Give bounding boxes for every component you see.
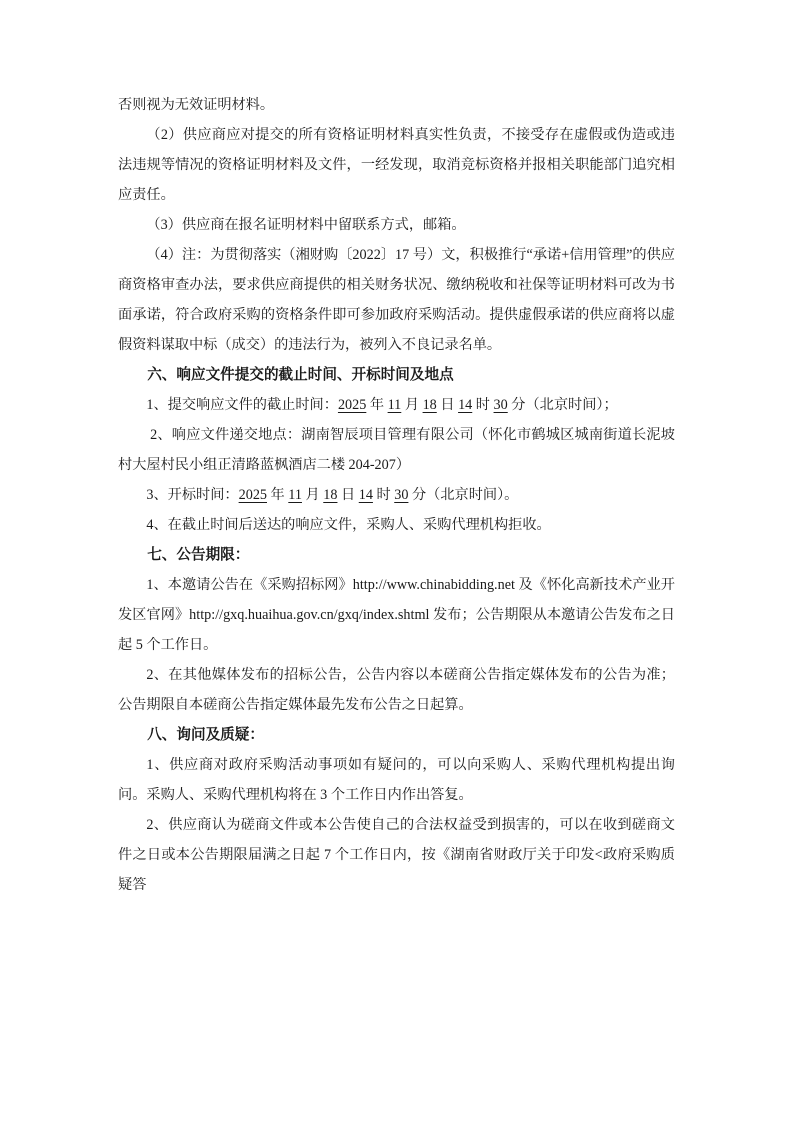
opening-year: 2025	[238, 487, 267, 503]
heading-section-7: 七、公告期限：	[147, 547, 250, 563]
opening-month: 11	[288, 487, 302, 503]
opening-minute: 30	[394, 487, 409, 503]
deadline-day: 18	[422, 397, 437, 413]
month-unit: 月	[301, 487, 324, 503]
para-announcement-media: 1、本邀请公告在《采购招标网》http://www.chinabidding.net 及《怀化高新技术产业开发区官网》http://gxq.huaihua.gov.cn/gxq/index.shtml 发布；公告期限从本邀请公告发布之日起 5 个工作日。	[118, 577, 675, 653]
para-announcement-period: 2、在其他媒体发布的招标公告，公告内容以本磋商公告指定媒体发布的公告为准；公告期限自本磋商公告指定媒体最先发布公告之日起算。	[118, 667, 675, 713]
heading-section-6: 六、响应文件提交的截止时间、开标时间及地点	[147, 367, 454, 383]
deadline-suffix: 分（北京时间）；	[507, 397, 618, 413]
para-inquiry: 1、供应商对政府采购活动事项如有疑问的，可以向采购人、采购代理机构提出询问。采购人、采购代理机构将在 3 个工作日内作出答复。	[118, 757, 675, 803]
day-unit: 日	[337, 487, 359, 503]
para-continuation: 否则视为无效证明材料。	[118, 97, 275, 113]
day-unit: 日	[436, 397, 459, 413]
deadline-label: 1、提交响应文件的截止时间：	[146, 397, 338, 413]
deadline-minute: 30	[493, 397, 508, 413]
opening-day: 18	[323, 487, 338, 503]
para-opening-time	[118, 480, 675, 510]
hour-unit: 时	[472, 397, 494, 413]
para-qualification-2: （2）供应商应对提交的所有资格证明材料真实性负责，不接受存在虚假或伪造或违法违规等情况的资格证明材料及文件，一经发现，取消竞标资格并报相关职能部门追究相应责任。	[118, 127, 675, 203]
opening-hour: 14	[358, 487, 373, 503]
para-qualification-4: （4）注：为贯彻落实（湘财购〔2022〕17 号）文，积极推行“承诺+信用管理”的供应商资格审查办法，要求供应商提供的相关财务状况、缴纳税收和社保等证明材料可改为书面承诺，符合政府采购的资格条件即可参加政府采购活动。提供虚假承诺的供应商将以虚假资料谋取中标（成交）的违法行为，被列入不良记录名单。	[118, 247, 675, 353]
para-late-rejection: 4、在截止时间后送达的响应文件，采购人、采购代理机构拒收。	[146, 517, 551, 533]
deadline-month: 11	[387, 397, 402, 413]
para-challenge: 2、供应商认为磋商文件或本公告使自己的合法权益受到损害的，可以在收到磋商文件之日或本公告期限届满之日起 7 个工作日内，按《湖南省财政厅关于印发<政府采购质疑答	[118, 817, 675, 893]
opening-label: 3、开标时间：	[146, 487, 239, 503]
para-submission-deadline	[118, 390, 675, 420]
month-unit: 月	[401, 397, 423, 413]
para-qualification-3: （3）供应商在报名证明材料中留联系方式，邮箱。	[146, 217, 466, 233]
deadline-hour: 14	[458, 397, 473, 413]
heading-section-8: 八、询问及质疑：	[147, 727, 264, 743]
deadline-year: 2025	[337, 397, 367, 413]
year-unit: 年	[366, 397, 388, 413]
year-unit: 年	[267, 487, 289, 503]
opening-suffix: 分（北京时间）。	[408, 487, 519, 503]
para-delivery-address: 2、响应文件递交地点：湖南智辰项目管理有限公司（怀化市鹤城区城南街道长泥坡村大屋村民小组正清路蓝枫酒店二楼 204-207）	[118, 427, 675, 473]
hour-unit: 时	[372, 487, 395, 503]
